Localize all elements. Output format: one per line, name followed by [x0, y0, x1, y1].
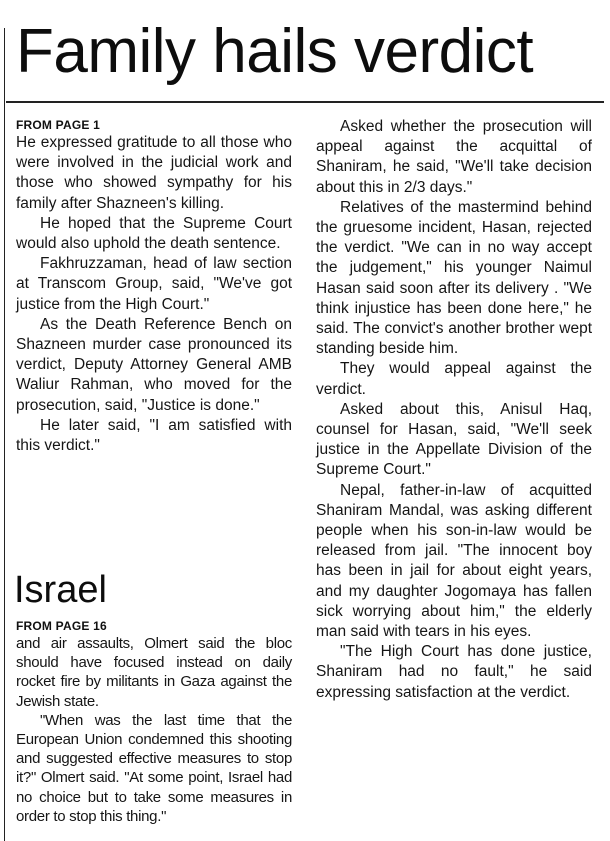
right-article-column [316, 117, 592, 703]
left-article-column [16, 117, 292, 456]
article-paragraph: Asked whether the prosecution will appeal against the acquittal of Shaniram, he said, "We'll take decision about this in 2/3 days." [316, 118, 592, 196]
continued-from-kicker: FROM PAGE 16 [16, 619, 107, 633]
continued-from-kicker: FROM PAGE 1 [16, 118, 100, 132]
article-paragraph: Fakhruzzaman, head of law section at Transcom Group, said, "We've got justice from the High Court." [16, 255, 292, 313]
headline-rule [6, 101, 604, 103]
article-paragraph: As the Death Reference Bench on Shazneen murder case pronounced its verdict, Deputy Attorney General AMB Waliur Rahman, who moved for the prosecution, said, "Justice is done." [16, 315, 292, 414]
article-paragraph: "When was the last time that the European Union condemned this shooting and suggested effective measures to stop it?" Olmert said. "At some point, Israel had no choice but to take some measures in order to stop this thing." [16, 711, 292, 825]
headline: Family hails verdict [16, 17, 534, 86]
article-paragraph: He expressed gratitude to all those who were involved in the judicial work and those who showed sympathy for his family after Shazneen's killing. [16, 134, 292, 212]
article-paragraph: They would appeal against the verdict. [316, 360, 592, 398]
article-paragraph: Asked about this, Anisul Haq, counsel for Hasan, said, "We'll seek justice in the Appellate Division of the Supreme Court." [316, 400, 592, 479]
israel-subhead: Israel [14, 569, 107, 611]
israel-article-column [16, 618, 292, 826]
article-paragraph: Nepal, father-in-law of acquitted Shaniram Mandal, was asking different people when his son-in-law would be released from jail. "The innocent boy has been in jail for about eight years, and my daughter Jogomaya has fallen sick worrying about him," the elderly man said with tears in his eyes. [316, 481, 592, 641]
left-column-rule [4, 28, 5, 841]
article-paragraph: He hoped that the Supreme Court would also uphold the death sentence. [16, 214, 292, 253]
article-paragraph: "The High Court has done justice, Shaniram had no fault," he said expressing satisfaction at the verdict. [316, 643, 592, 701]
article-paragraph: He later said, "I am satisfied with this verdict." [16, 416, 292, 455]
article-paragraph: Relatives of the mastermind behind the gruesome incident, Hasan, rejected the verdict. "We can in no way accept the judgement," his younger Naimul Hasan said soon after its delivery . "We think injustice has been done here," he said. The convict's another brother wept standing beside him. [316, 198, 592, 358]
article-paragraph: and air assaults, Olmert said the bloc should have focused instead on daily rocket fire by militants in Gaza against the Jewish state. [16, 635, 292, 710]
